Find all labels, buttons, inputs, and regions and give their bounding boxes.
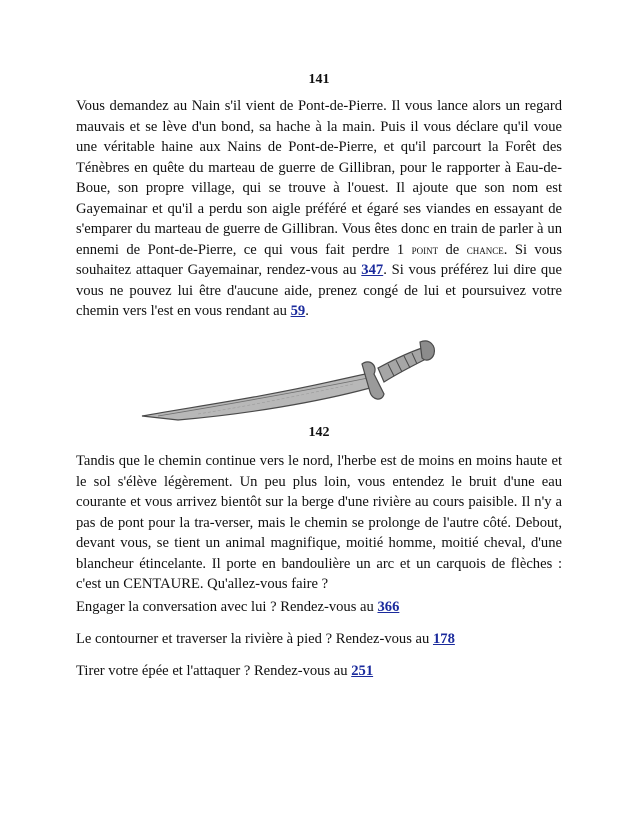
- link-347[interactable]: 347: [361, 262, 384, 278]
- section-142-paragraph: Tandis que le chemin continue vers le nord, l'herbe est de moins en moins haute et le sol s'élève légèrement. Un peu plus loin, vous entendez le bruit d'une eau courante et vous arrivez bientôt sur la berge d'une rivière au cours paisible. Il n'y a pas de pont pour la tra-verser, mais le chemin se prolonge de l'autre côté. Debout, devant vous, se tient un animal magnifique, moitié homme, moitié cheval, d'une blancheur étincelante. Il porte en bandoulière un arc et un carquois de flèches : c'est un CENTAURE. Qu'allez-vous faire ?: [76, 453, 562, 592]
- section-141-de: de: [438, 241, 467, 258]
- link-366[interactable]: 366: [377, 599, 400, 615]
- dagger-grip: [378, 348, 428, 382]
- link-59[interactable]: 59: [290, 303, 306, 319]
- section-141-paragraph: [76, 96, 562, 322]
- section-141-text-c: . Si vous préférez lui dire que vous ne pouvez lui être d'aucune aide, prenez congé de lui et poursuivez votre chemin vers l'est en vous rendant au: [76, 262, 562, 319]
- section-141-text-a: Vous demandez au Nain s'il vient de Pont-de-Pierre. Il vous lance alors un regard mauvais et se lève d'un bond, sa hache à la main. Puis il vous déclare qu'il voue une véritable haine aux Nains de Pont-de-Pierre, et qu'il parcourt la Forêt des Ténèbres en quête du marteau de guerre de Gillibran, pour le rapporter à Eau-de-Boue, son propre village, qui se trouve à l'ouest. Il ajoute que son nom est Gayemainar et qu'il a perdu son aigle préféré et égaré ses viandes en essayant de s'emparer du marteau de guerre de Gillibran. Vous êtes donc en train de parler à un ennemi de Pont-de-Pierre, ce qui vous fait perdre 1: [76, 98, 562, 258]
- link-178[interactable]: 178: [432, 631, 455, 647]
- choice-366-text: Engager la conversation avec lui ? Rendez-vous au: [76, 599, 378, 615]
- choice-251: [76, 661, 562, 681]
- choice-178: [76, 629, 562, 649]
- chance-label: chance: [466, 241, 504, 257]
- section-141-text-b: . Si vous souhaitez attaquer Gayemainar, rendez-vous au: [76, 241, 563, 278]
- section-141-text-d: .: [305, 303, 309, 319]
- point-label: point: [411, 241, 439, 257]
- section-number-142: 142: [308, 425, 330, 440]
- choice-178-text: Le contourner et traverser la rivière à pied ? Rendez-vous au: [76, 631, 433, 647]
- choice-251-text: Tirer votre épée et l'attaquer ? Rendez-vous au: [76, 663, 352, 679]
- choice-366: [76, 597, 562, 617]
- dagger-pommel: [420, 341, 434, 360]
- section-number-141: 141: [308, 72, 330, 87]
- link-251[interactable]: 251: [351, 663, 374, 679]
- dagger-illustration: [138, 328, 438, 432]
